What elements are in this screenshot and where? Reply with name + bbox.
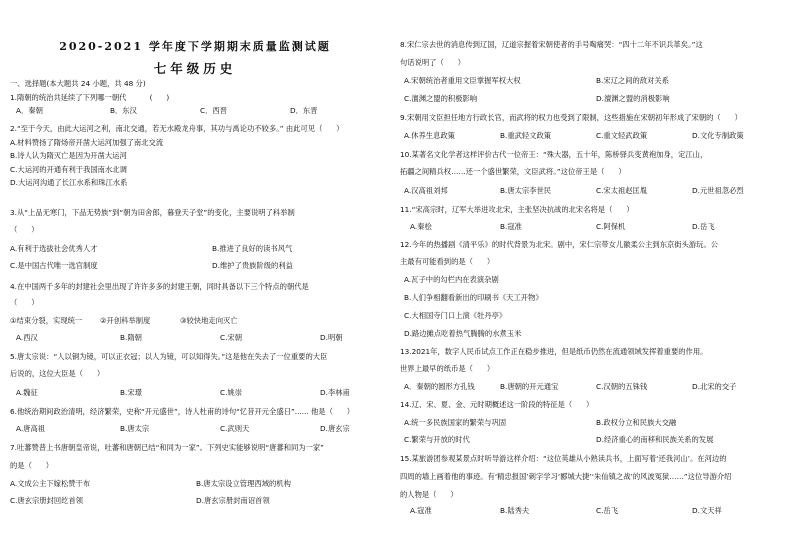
question-1-option-a: A．秦朝 xyxy=(16,106,43,115)
question-2-option-a: A.材料赞扬了隋炀帝开凿大运河加强了南北交流 xyxy=(10,138,164,147)
left-column xyxy=(0,0,390,560)
question-12-option-b: B.人们争相翻看新出的印刷书《天工开物》 xyxy=(404,293,543,302)
question-4-option-a: A.西汉 xyxy=(16,333,38,342)
question-12-stem-line-2: 主最有可能看到的是（ ） xyxy=(400,257,495,266)
question-14-option-b: B.政权分立和民族大交融 xyxy=(596,418,677,427)
question-4-stem-line-2: （ ） xyxy=(10,298,39,307)
question-13-option-d: D.北宋的交子 xyxy=(692,382,737,391)
question-8-option-d: D.澶渊之盟的消极影响 xyxy=(596,94,670,103)
question-10-option-c: C.宋太祖赵匡胤 xyxy=(596,186,648,195)
question-10-option-a: A.汉高祖刘邦 xyxy=(404,186,448,195)
question-7-stem: 7.吐蕃赞普上书唐朝皇帝说，吐蕃和唐朝已结“和同为一家”。下列史实能够说明“唐蕃和同为一家” xyxy=(10,443,324,452)
question-4-option-b: B.隋朝 xyxy=(120,333,142,342)
question-9-option-c: C.重文轻武政策 xyxy=(596,131,648,140)
question-2-option-d: D.大运河沟通了长江水系和珠江水系 xyxy=(10,178,128,187)
question-4-feature-3: ③较快地走向灭亡 xyxy=(180,316,238,325)
question-6-option-a: A.唐高祖 xyxy=(16,424,46,433)
question-9-option-d: D.文化专制政策 xyxy=(692,131,744,140)
question-6-option-d: D.唐玄宗 xyxy=(320,424,350,433)
question-11-option-c: C.阿保机 xyxy=(596,222,626,231)
question-4-stem: 4.在中国两千多年的封建社会里出现了许许多多的封建王朝，同时具备以下三个特点的朝代是 xyxy=(10,282,309,291)
question-14-option-a: A.统一多民族国家的繁荣与巩固 xyxy=(404,418,507,427)
exam-subject: 七年级历史 xyxy=(153,61,237,76)
question-10-stem-line-2: 拓疆之间精兵权……还一个盛世繁荣，文臣武将。”这位帝王是（ ） xyxy=(400,167,626,176)
question-7-stem-line-2: 的是（ ） xyxy=(10,461,54,470)
question-14-option-c: C.繁荣与开放的时代 xyxy=(404,435,470,444)
question-9-option-a: A.休养生息政策 xyxy=(404,131,455,140)
question-6-option-b: B.唐太宗 xyxy=(120,424,150,433)
question-5-option-b: B.宋璟 xyxy=(120,388,142,397)
question-4-feature-2: ②开创科举制度 xyxy=(100,316,151,325)
question-12-option-c: C.大相国寺门口上演《牡丹亭》 xyxy=(404,311,507,320)
question-11-option-d: D.岳飞 xyxy=(692,222,715,231)
section-heading: 一、选择题(本大题共 24 小题，共 48 分) xyxy=(10,79,146,88)
question-2-option-b: B.诗人认为隋灭亡是因为开凿大运河 xyxy=(10,151,127,160)
question-9-option-b: B.重武轻文政策 xyxy=(500,131,552,140)
question-10-option-b: B.唐太宗李世民 xyxy=(500,186,552,195)
question-15-option-b: B.陆秀夫 xyxy=(500,506,530,515)
question-3-option-c: C.是中国古代唯一选官制度 xyxy=(10,261,98,270)
question-13-option-b: B.唐朝的开元通宝 xyxy=(500,382,559,391)
exam-title: 2020-2021 学年度下学期期末质量监测试题 xyxy=(59,40,331,53)
question-7-option-d: D.唐玄宗册封南诏首领 xyxy=(196,496,270,505)
question-14-stem: 14.辽、宋、夏、金、元时期概述这一阶段的特征是（ ） xyxy=(400,400,594,409)
question-5-stem-line-2: 后说的，这位大臣是（ ） xyxy=(10,369,105,378)
question-13-stem-line-2: 世界上最早的纸币是（ ） xyxy=(400,364,495,373)
question-2-stem: 2.“至于今天，由此大运河之利，南北交通，若无水殿龙舟事，其功与禹论功不较多。” 由此可见（ ） xyxy=(10,124,344,133)
question-13-option-a: A．秦朝的圆形方孔钱 xyxy=(404,382,475,391)
question-15-option-d: D.文天祥 xyxy=(692,506,722,515)
question-8-option-b: B.宋辽之间的敌对关系 xyxy=(596,76,669,85)
question-11-stem: 11.“宋高宗时，辽军大举进攻北宋，主张坚决抗战的北宋名将是（ ） xyxy=(400,205,634,214)
question-12-stem: 12.今年的热播剧《清平乐》的时代背景为北宋。剧中，宋仁宗带女儿徽柔公主到东京街头游玩。公 xyxy=(400,240,719,249)
question-12-option-d: D.路边摊点吃着热气腾腾的水煮玉米 xyxy=(404,329,522,338)
question-4-option-c: C.宋朝 xyxy=(220,333,243,342)
question-15-stem-line-2: 四周的墙上画着他的事迹。有‘精忠报国’刺字学习‘郾城大捷’‘朱仙镇之战’的风波冤狱……”这位导游介绍 xyxy=(400,472,732,481)
question-6-option-c: C.武则天 xyxy=(220,424,250,433)
question-15-stem: 15.某旅游团参观某景点时听导游这样介绍：“这位英雄从小熟读兵书，上面写着‘还我河山’。在河边的 xyxy=(400,454,727,463)
question-7-option-b: B.唐太宗设立管理西域的机构 xyxy=(196,479,291,488)
question-15-option-a: A.寇准 xyxy=(410,506,432,515)
question-15-stem-line-3: 的人物是（ ） xyxy=(400,490,458,499)
question-8-option-c: C.澶渊之盟的积极影响 xyxy=(404,94,478,103)
question-3-option-a: A.有利于选拔社会优秀人才 xyxy=(10,244,98,253)
question-3-stem-line-2: （ ） xyxy=(10,225,39,234)
right-column xyxy=(400,0,790,560)
question-3-stem: 3.从“上品无寒门，下品无势族”到“朝为田舍郎，暮登天子堂”的变化，主要说明了科举制 xyxy=(10,208,295,217)
question-8-stem-line-2: 句话说明了（ ） xyxy=(400,58,465,67)
question-1-option-b: B．东汉 xyxy=(110,106,137,115)
question-11-option-a: A.秦桧 xyxy=(410,222,432,231)
question-4-feature-1: ①结束分裂，实现统一 xyxy=(10,316,83,325)
question-5-option-d: D.李林甫 xyxy=(320,388,350,397)
question-15-option-c: C.岳飞 xyxy=(596,506,619,515)
question-7-option-a: A.文成公主下嫁松赞干布 xyxy=(10,479,91,488)
question-3-option-d: D.维护了贵族阶级的利益 xyxy=(212,261,293,270)
question-11-option-b: B.寇准 xyxy=(500,222,522,231)
question-12-option-a: A.瓦子中的勾栏内在表演杂剧 xyxy=(404,275,499,284)
question-5-option-c: C.姚崇 xyxy=(220,388,243,397)
question-8-stem: 8.宋仁宗去世的消息传到辽国，辽道宗握着宋朝使者的手号啕痛哭：“四十二年不识兵革矣。”这 xyxy=(400,40,703,49)
question-13-option-c: C.汉朝的五铢钱 xyxy=(596,382,648,391)
question-10-stem: 10.某著名文化学者这样评价古代一位帝王：“殊大器，五十年，陈桥驿兵变黄袍加身，定江山， xyxy=(400,150,708,159)
question-1-stem: 1.隋朝的统治共延续了下列哪一朝代 ( ) xyxy=(10,93,170,102)
question-14-option-d: D.经济重心的南移和民族关系的发展 xyxy=(596,435,714,444)
question-5-stem: 5.唐太宗说：“人以铜为镜，可以正衣冠；以人为镜，可以知得失。”这是他在失去了一位重要的大臣 xyxy=(10,352,328,361)
question-4-option-d: D.明朝 xyxy=(320,333,343,342)
question-9-stem: 9.宋朝用文臣担任地方行政长官，而武将的权力也受到了限制，这些措施在宋朝初年形成了宋朝的（ ） xyxy=(400,113,742,122)
question-6-stem: 6.他统治期间政治清明，经济繁荣，史称“开元盛世”，诗人杜甫的诗句“忆昔开元全盛日”...... 他是（ ） xyxy=(10,407,355,416)
question-5-option-a: A.魏征 xyxy=(16,388,38,397)
question-1-option-d: D．东晋 xyxy=(290,106,318,115)
question-10-option-d: D.元世祖忽必烈 xyxy=(692,186,744,195)
question-1-option-c: C．西晋 xyxy=(200,106,227,115)
question-3-option-b: B.推进了良好的读书风气 xyxy=(212,244,293,253)
question-2-option-c: C.大运河的开通有利于我国南水北调 xyxy=(10,165,127,174)
question-13-stem: 13.2021年，数字人民币试点工作正在稳步推进，但是纸币仍然在流通领域发挥着重要的作用。 xyxy=(400,347,708,356)
question-7-option-c: C.唐玄宗册封回纥首领 xyxy=(10,496,84,505)
question-8-option-a: A.宋朝统治者重用文臣掌握军权大权 xyxy=(404,76,521,85)
